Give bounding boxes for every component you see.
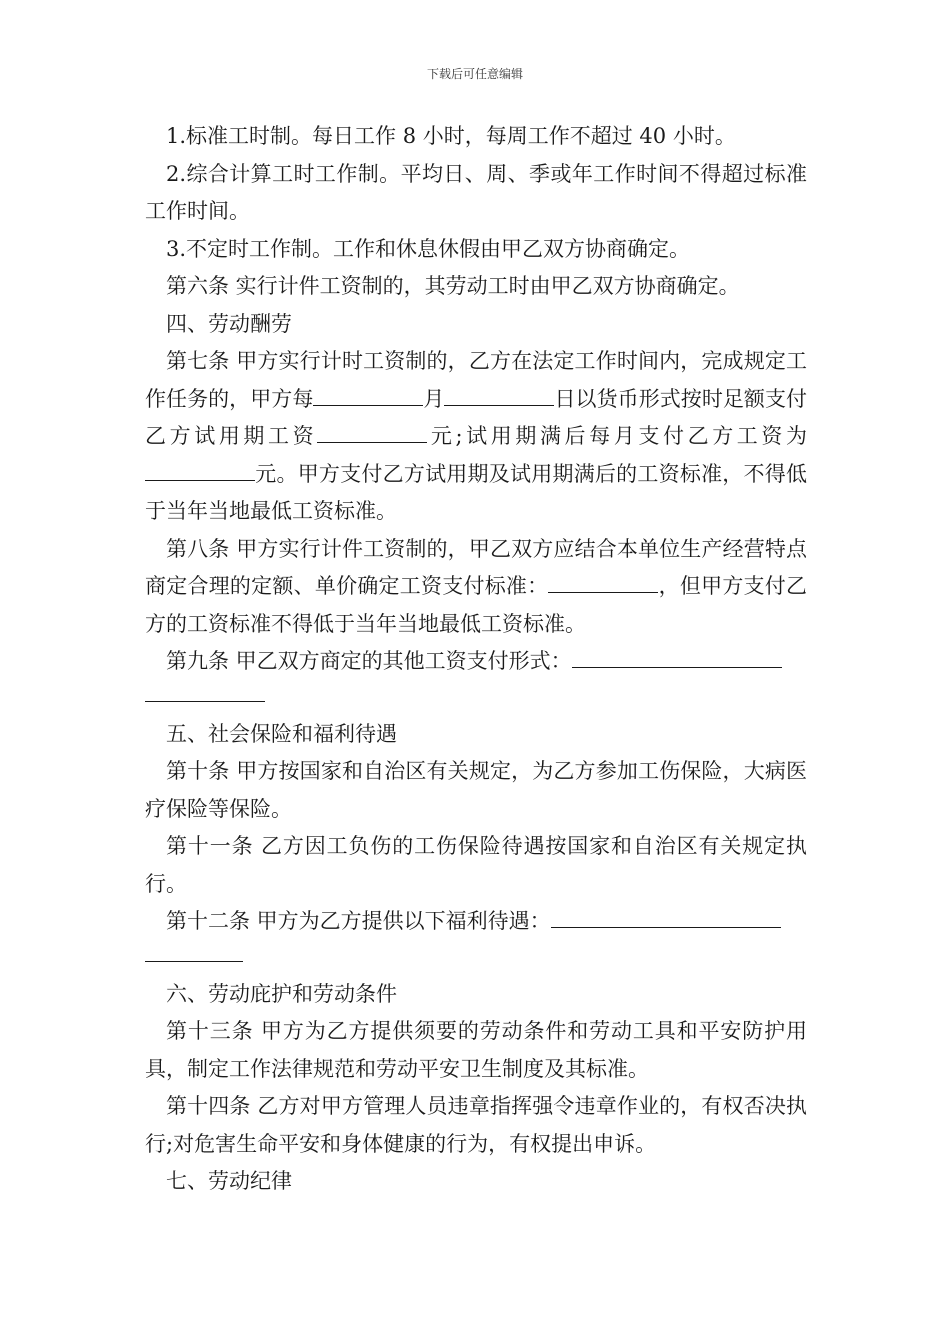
article-12 <box>145 903 807 941</box>
article-11: 第十一条 乙方因工负伤的工伤保险待遇按国家和自治区有关规定执行。 <box>145 834 807 896</box>
page-header-note: 下载后可任意编辑 <box>426 67 523 81</box>
blank-probation-wage <box>317 424 427 443</box>
blank-wage-standard <box>548 574 658 593</box>
article-7-text-a: 第七条 甲方实行计时工资制的，乙方在法定工作时间内，完成规定工作任务的，甲方每 <box>145 349 807 411</box>
article-14: 第十四条 乙方对甲方管理人员违章指挥强令违章作业的，有权否决执行;对危害生命平安和身体健康的行为，有权提出申诉。 <box>145 1094 807 1156</box>
article-10: 第十条 甲方按国家和自治区有关规定，为乙方参加工伤保险，大病医疗保险等保险。 <box>145 759 807 821</box>
blank-month <box>313 387 423 406</box>
paragraph-flexible-hours: 3.不定时工作制。工作和休息休假由甲乙双方协商确定。 <box>166 236 691 261</box>
blank-welfare-continuation <box>145 941 243 962</box>
article-8-text-b: ，但甲方支付乙方的工资标准不得低于当年当地最低工资标准。 <box>145 574 808 636</box>
article-7-text-e: 元。甲方支付乙方试用期及试用期满后的工资标准，不得低于当年当地最低工资标准。 <box>145 461 807 523</box>
blank-other-payment-continuation <box>145 681 265 702</box>
article-6: 第六条 实行计件工资制的，其劳动工时由甲乙双方协商确定。 <box>166 274 740 298</box>
article-7 <box>145 343 807 531</box>
article-8 <box>145 531 807 644</box>
article-13: 第十三条 甲方为乙方提供须要的劳动条件和劳动工具和平安防护用具，制定工作法律规范和劳动平安卫生制度及其标准。 <box>145 1019 807 1081</box>
article-9 <box>145 643 807 681</box>
article-7-text-d: 元;试用期满后每月支付乙方工资为 <box>427 424 808 448</box>
article-12-text: 第十二条 甲方为乙方提供以下福利待遇： <box>166 909 551 933</box>
blank-welfare <box>551 909 781 928</box>
article-8-text-a: 第八条 甲方实行计件工资制的，甲乙双方应结合本单位生产经营特点商定合理的定额、单价确定工资支付标准： <box>145 536 807 598</box>
article-7-text-b: 月 <box>423 386 445 411</box>
paragraph-standard-hours: 1.标准工时制。每日工作 8 小时，每周工作不超过 40 小时。 <box>166 124 736 148</box>
article-7-text-c: 日以货币形式按时足额支付乙方试用期工资 <box>145 386 808 448</box>
document-body <box>145 118 807 1201</box>
blank-other-payment <box>572 649 782 668</box>
article-9-text: 第九条 甲乙双方商定的其他工资支付形式： <box>166 649 572 673</box>
section-heading-6: 六、劳动庇护和劳动条件 <box>166 981 397 1006</box>
section-heading-7: 七、劳动纪律 <box>166 1169 292 1193</box>
paragraph-comprehensive-hours: 2.综合计算工时工作制。平均日、周、季或年工作时间不得超过标准工作时间。 <box>145 161 807 223</box>
blank-day <box>444 387 554 406</box>
section-heading-5: 五、社会保险和福利待遇 <box>166 721 397 746</box>
blank-monthly-wage <box>145 462 255 481</box>
section-heading-4: 四、劳动酬劳 <box>166 311 292 336</box>
